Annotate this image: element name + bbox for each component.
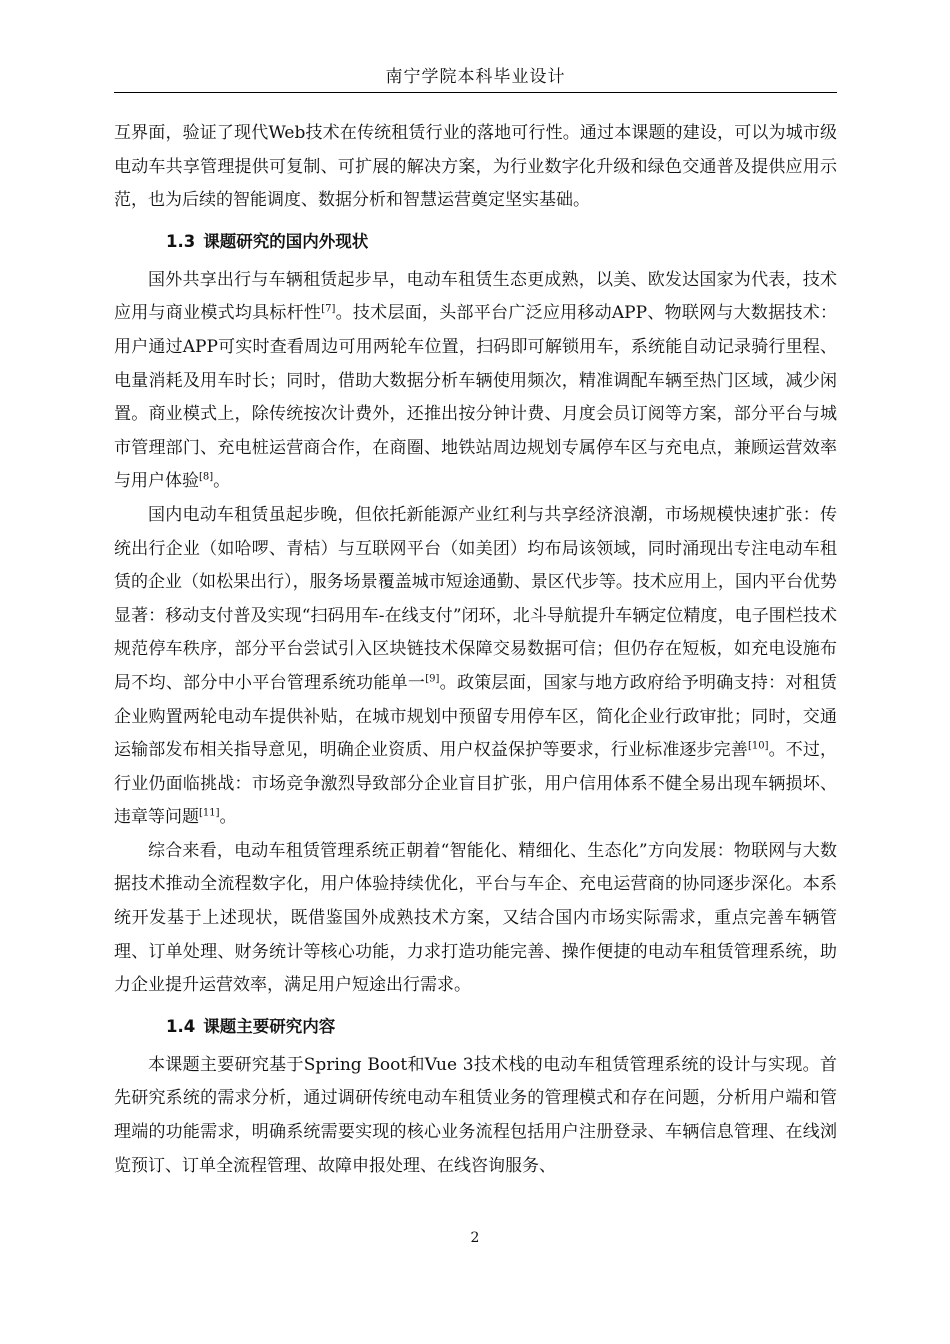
citation: [11] [199, 807, 220, 819]
citation: [8] [199, 471, 214, 483]
paragraph-text: 。技术层面，头部平台广泛应用移动APP、物联网与大数据技术：用户通过APP可实时查看周边可用两轮车位置，扫码即可解锁用车，系统能自动记录骑行里程、电量消耗及用车时长；同时，借助大数据分析车辆使用频次，精准调配车辆至热门区域，减少闲置。商业模式上，除传统按次计费外，还推出按分钟计费、月度会员订阅等方案，部分平台与城市管理部门、充电桩运营商合作，在商圈、地铁站周边规划专属停车区与充电点，兼顾运营效率与用户体验 [114, 303, 837, 492]
page-body [114, 117, 837, 1183]
paragraph: 本课题主要研究基于Spring Boot和Vue 3技术栈的电动车租赁管理系统的设计与实现。首先研究系统的需求分析，通过调研传统电动车租赁业务的管理模式和存在问题，分析用户端和管理端的功能需求，明确系统需要实现的核心业务流程包括用户注册登录、车辆信息管理、在线浏览预订、订单全流程管理、故障申报处理、在线咨询服务、 [114, 1054, 837, 1176]
section-heading-1-3 [114, 228, 837, 256]
paragraph: 综合来看，电动车租赁管理系统正朝着“智能化、精细化、生态化”方向发展：物联网与大数据技术推动全流程数字化，用户体验持续优化，平台与车企、充电运营商的协同逐步深化。本系统开发基于上述现状，既借鉴国外成熟技术方案，又结合国内市场实际需求，重点完善车辆管理、订单处理、财务统计等核心功能，力求打造功能完善、操作便捷的电动车租赁管理系统，助力企业提升运营效率，满足用户短途出行需求。 [114, 840, 837, 996]
paragraph-text: 。 [219, 807, 237, 828]
section-title: 课题主要研究内容 [203, 1016, 336, 1036]
paragraph: 互界面，验证了现代Web技术在传统租赁行业的落地可行性。通过本课题的建设，可以为城市级电动车共享管理提供可复制、可扩展的解决方案，为行业数字化升级和绿色交通普及提供应用示范，也为后续的智能调度、数据分析和智慧运营奠定坚实基础。 [114, 123, 837, 211]
paragraph [114, 499, 837, 835]
page-number: 2 [470, 1230, 480, 1246]
paragraph-text: 。不过，行业仍面临挑战：市场竞争激烈导致部分企业盲目扩张，用户信用体系不健全易出现车辆损坏、违章等问题 [114, 740, 838, 828]
paragraph-text: 。政策层面，国家与地方政府给予明确支持：对租赁企业购置两轮电动车提供补贴，在城市规划中预留专用停车区，简化企业行政审批；同时，交通运输部发布相关指导意见，明确企业资质、用户权益保护等要求，行业标准逐步完善 [114, 672, 838, 761]
section-heading-1-4 [114, 1013, 837, 1041]
page-header: 南宁学院本科毕业设计 [114, 62, 837, 93]
citation: [10] [747, 740, 769, 752]
paragraph-text: 国内电动车租赁虽起步晚，但依托新能源产业红利与共享经济浪潮，市场规模快速扩张：传统出行企业（如哈啰、青桔）与互联网平台（如美团）均布局该领域，同时涌现出专注电动车租赁的企业（如松果出行），服务场景覆盖城市短途通勤、景区代步等。技术应用上，国内平台优势显著：移动支付普及实现“扫码用车-在线支付”闭环，北斗导航提升车辆定位精度，电子围栏技术规范停车秩序，部分平台尝试引入区块链技术保障交易数据可信；但仍存在短板，如充电设施布局不均、部分中小平台管理系统功能单一 [114, 504, 837, 693]
section-title: 课题研究的国内外现状 [203, 231, 369, 251]
citation: [7] [321, 303, 336, 315]
paragraph [114, 264, 837, 499]
paragraph-text: 。 [213, 471, 231, 492]
section-number: 1.3 [166, 231, 196, 251]
citation: [9] [425, 673, 440, 685]
paragraph-text: 国外共享出行与车辆租赁起步早，电动车租赁生态更成熟，以美、欧发达国家为代表，技术应用与商业模式均具标杆性 [114, 269, 837, 324]
section-number: 1.4 [166, 1016, 196, 1036]
